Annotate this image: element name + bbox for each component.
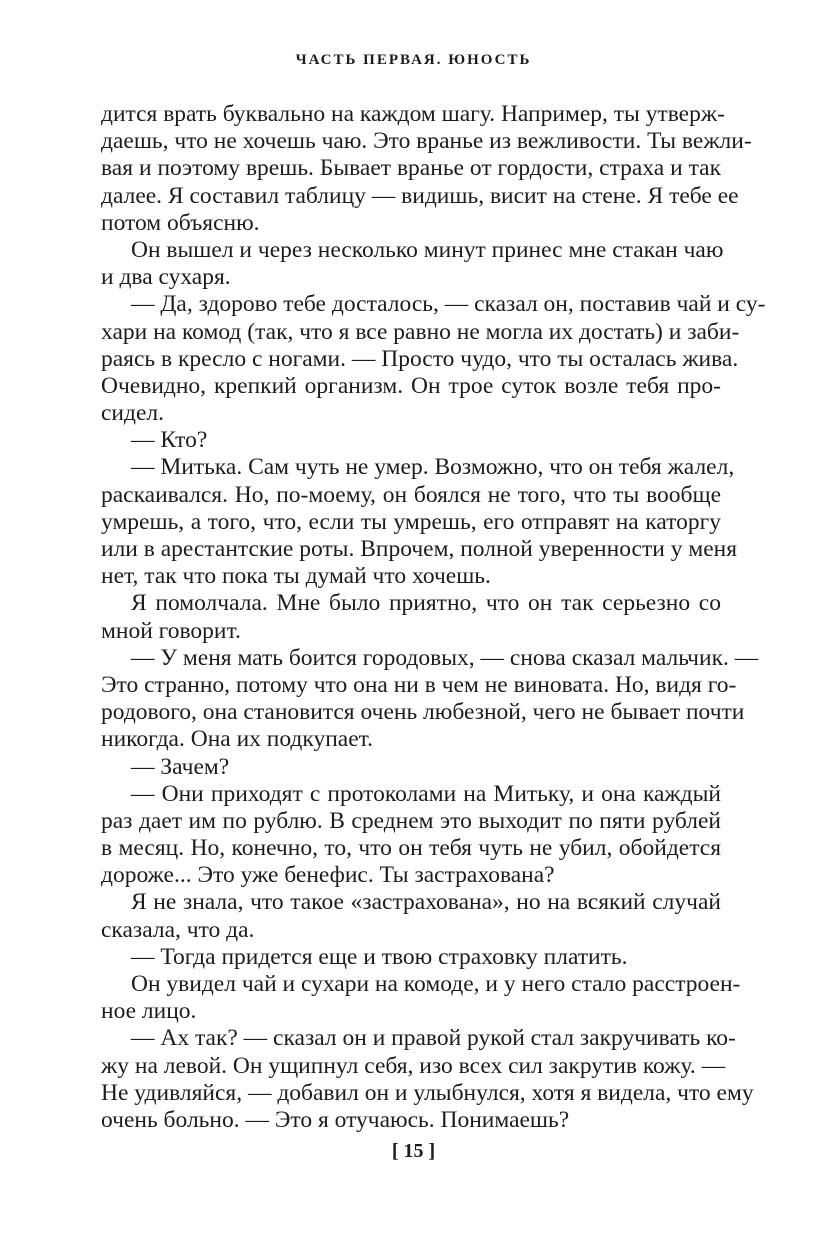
text-line: Я не знала, что такое «застрахована», но на всякий случай bbox=[131, 889, 721, 916]
text-line: дится врать буквально на каждом шагу. Например, ты утверж- bbox=[101, 101, 725, 127]
text-line: — У меня мать боится городовых, — снова сказал мальчик. — bbox=[131, 644, 759, 671]
text-line: и два сухаря. bbox=[101, 264, 231, 291]
text-line: раясь в кресло с ногами. — Просто чудо, что ты осталась жива. bbox=[101, 345, 739, 372]
text-line: — Они приходят с протоколами на Митьку, и она каждый bbox=[131, 780, 721, 807]
text-line: мной говорит. bbox=[101, 617, 241, 644]
text-line: раскаивался. Но, по-моему, он боялся не того, что ты вообще bbox=[101, 481, 721, 508]
text-line: — Кто? bbox=[131, 427, 208, 454]
text-line: жу на левой. Он ущипнул себя, изо всех сил закрутив кожу. — bbox=[101, 1052, 726, 1079]
running-header: ЧАСТЬ ПЕРВАЯ. ЮНОСТЬ bbox=[295, 52, 532, 68]
text-line: дороже... Это уже бенефис. Ты застрахована? bbox=[101, 862, 555, 889]
text-line: — Да, здорово тебе досталось, — сказал он, поставив чай и су- bbox=[131, 291, 766, 318]
text-line: вая и поэтому врешь. Бывает вранье от гордости, страха и так bbox=[101, 155, 721, 182]
text-line: Он увидел чай и сухари на комоде, и у него стало расстроен- bbox=[131, 971, 741, 997]
text-line: Очевидно, крепкий организм. Он трое суток возле тебя про- bbox=[101, 372, 721, 399]
text-line: в месяц. Но, конечно, то, что он тебя чуть не убил, обойдется bbox=[101, 835, 721, 862]
text-line: — Митька. Сам чуть не умер. Возможно, что он тебя жалел, bbox=[131, 454, 735, 481]
text-line: никогда. Она их подкупает. bbox=[101, 726, 374, 753]
text-line: — Тогда придется еще и твою страховку платить. bbox=[131, 943, 628, 970]
text-line: ное лицо. bbox=[101, 998, 197, 1025]
text-line: сказала, что да. bbox=[101, 916, 255, 943]
text-line: потом объясню. bbox=[101, 209, 260, 236]
text-line: очень больно. — Это я отучаюсь. Понимаешь? bbox=[101, 1106, 570, 1133]
text-line: — Зачем? bbox=[131, 753, 230, 780]
text-line: родового, она становится очень любезной, чего не бывает почти bbox=[101, 699, 745, 726]
text-line: Я помолчала. Мне было приятно, что он так серьезно со bbox=[131, 590, 721, 617]
page-number: [ 15 ] bbox=[391, 1140, 436, 1162]
text-line: хари на комод (так, что я все равно не могла их достать) и заби- bbox=[101, 318, 740, 345]
text-line: даешь, что не хочешь чаю. Это вранье из вежливости. Ты вежли- bbox=[101, 128, 752, 155]
text-line: нет, так что пока ты думай что хочешь. bbox=[101, 563, 491, 590]
text-line: сидел. bbox=[101, 400, 164, 427]
text-line: далее. Я составил таблицу — видишь, висит на стене. Я тебе ее bbox=[101, 182, 739, 209]
text-line: Это странно, потому что она ни в чем не виновата. Но, видя го- bbox=[101, 671, 737, 698]
body-text bbox=[101, 101, 766, 1134]
text-line: умрешь, а того, что, если ты умрешь, его отправят на каторгу bbox=[101, 508, 721, 535]
text-line: — Ах так? — сказал он и правой рукой стал закручивать ко- bbox=[131, 1025, 736, 1052]
text-line: Не удивляйся, — добавил он и улыбнулся, хотя я видела, что ему bbox=[101, 1079, 754, 1106]
text-line: раз дает им по рублю. В среднем это выходит по пяти рублей bbox=[101, 807, 721, 834]
text-line: Он вышел и через несколько минут принес мне стакан чаю bbox=[131, 236, 724, 263]
text-line: или в арестантские роты. Впрочем, полной уверенности у меня bbox=[101, 536, 738, 562]
